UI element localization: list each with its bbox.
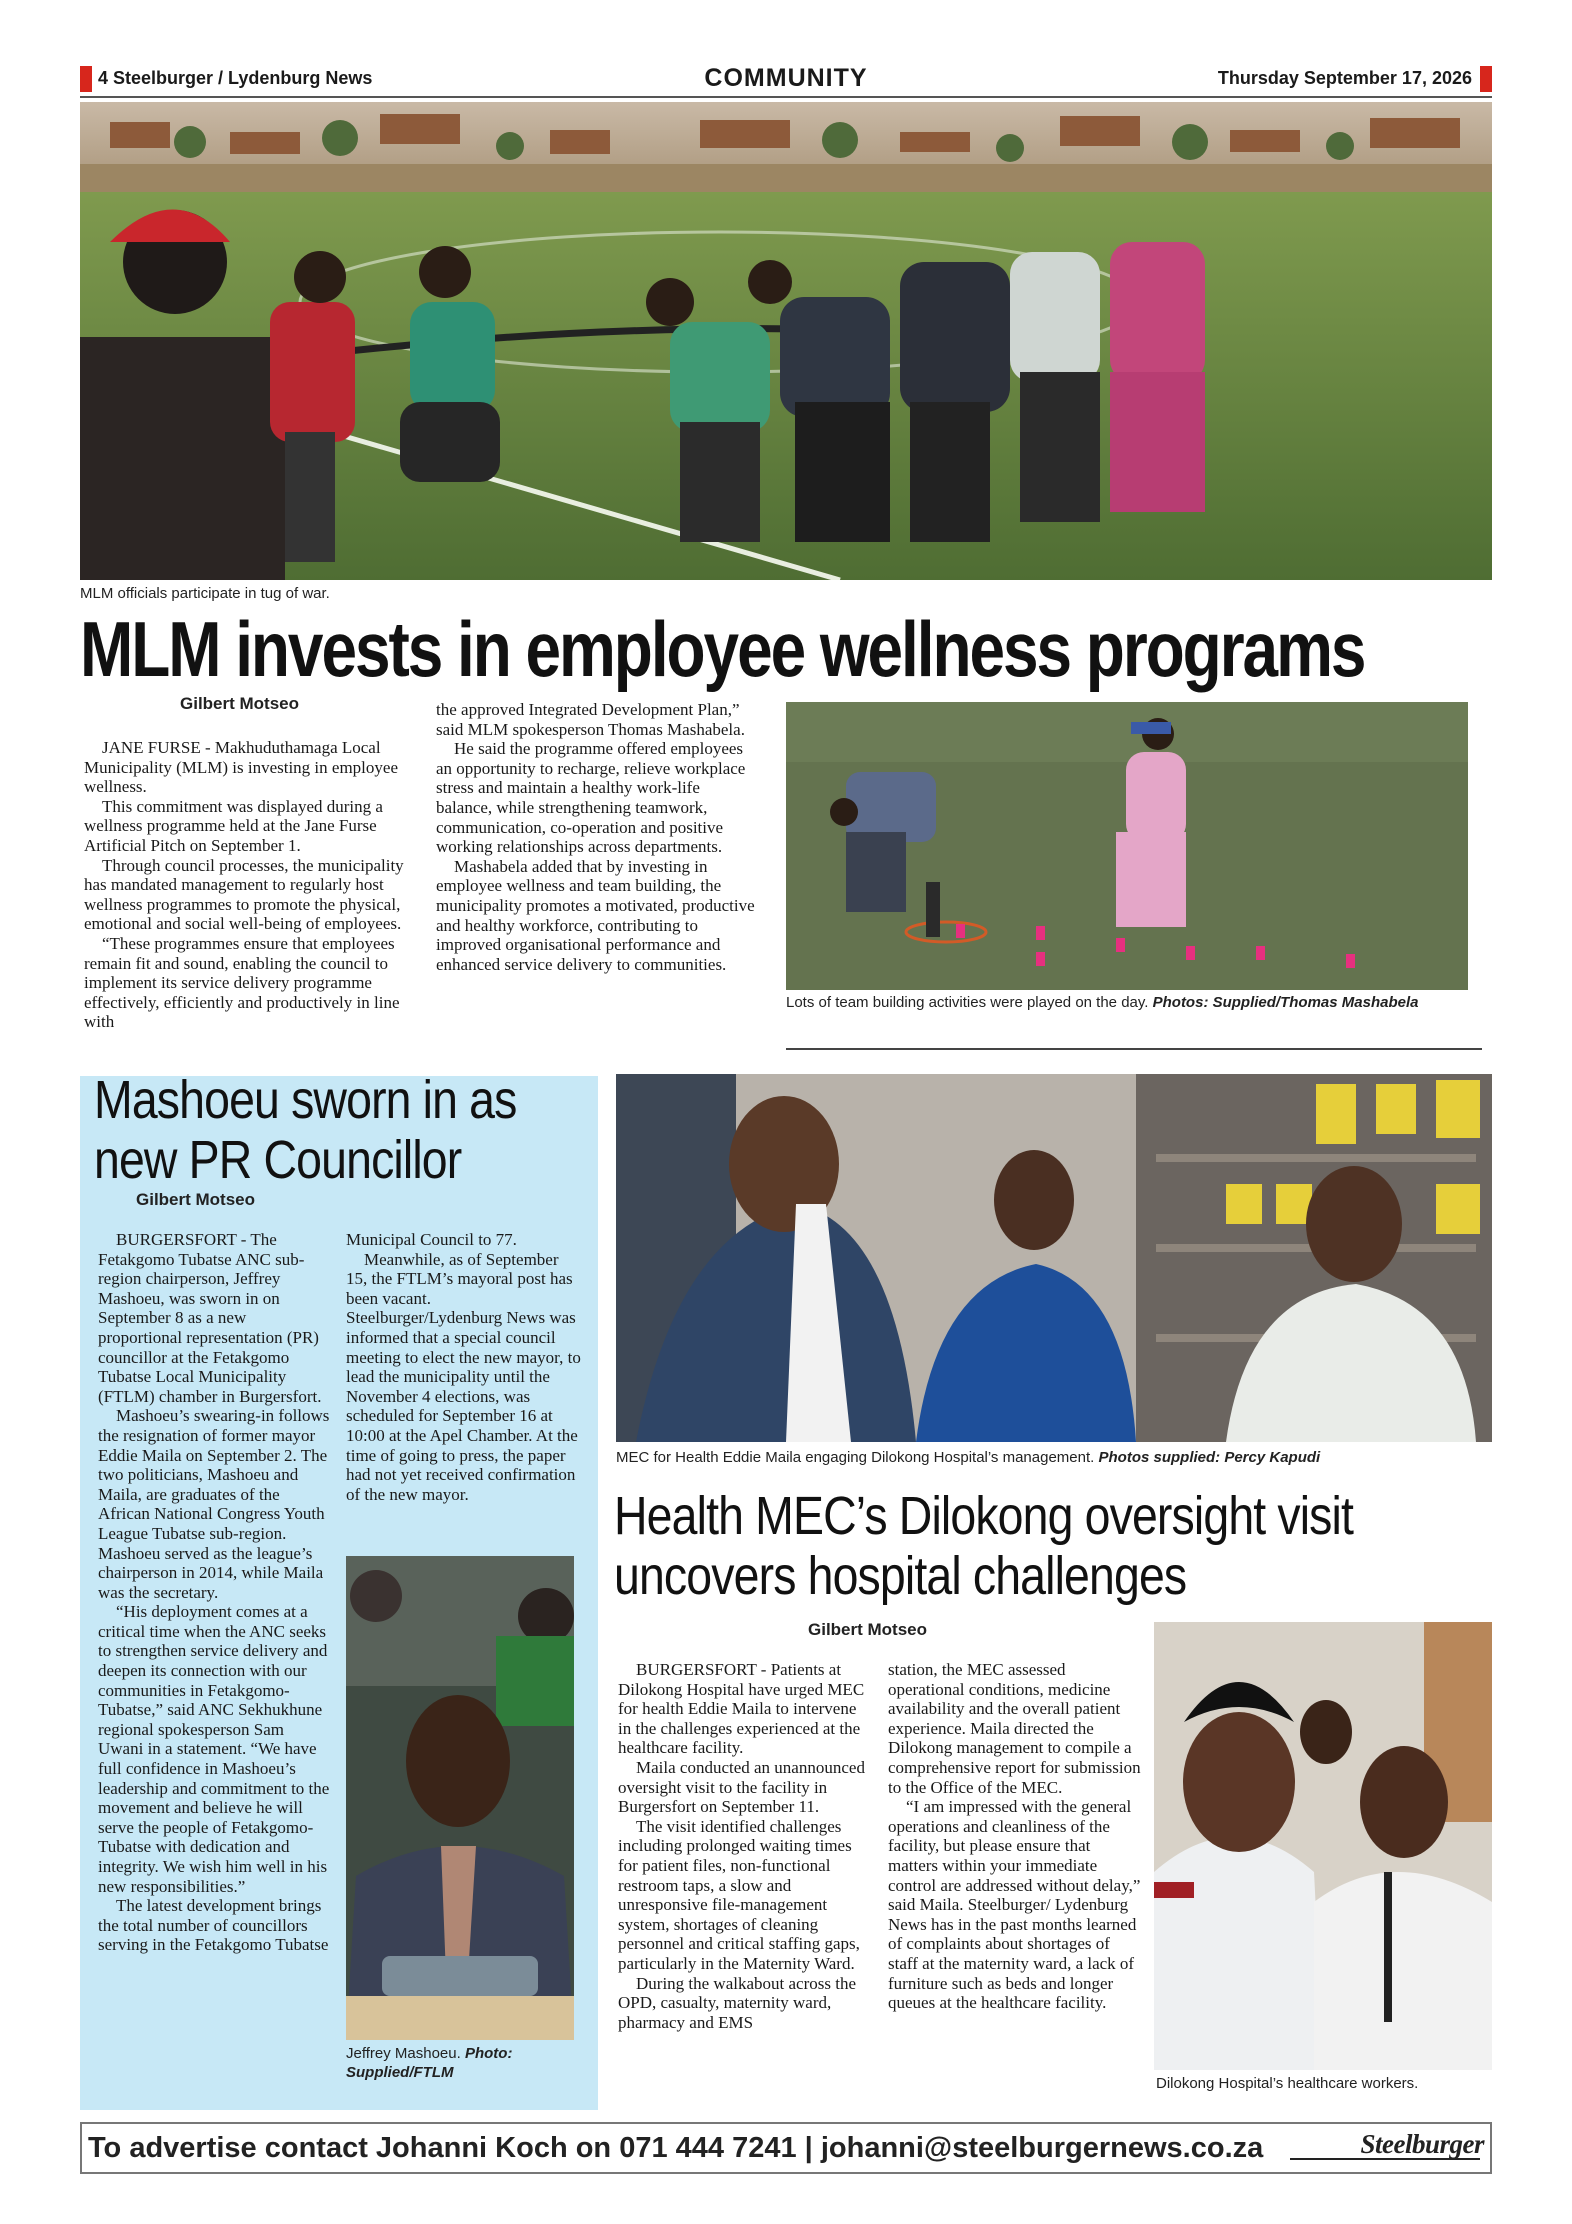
story1-paragraph: “These programmes ensure that employees remain fit and sound, enabling the council to implement its service delivery programme effectively, efficiently and productively in line with <box>84 933 400 1032</box>
story3-byline: Gilbert Motseo <box>808 1620 928 1639</box>
team-building-caption-text: Lots of team building activities were played on the day. <box>786 994 1149 1011</box>
story1-byline: Gilbert Motseo <box>180 694 300 713</box>
issue-date: Thursday September 17, 2026 <box>1217 68 1472 88</box>
advert-contact-text: To advertise contact Johanni Koch on 071 444 7241 | johanni@steelburgernews.co.za <box>88 2132 1264 2164</box>
page-header <box>80 64 1492 96</box>
header-red-bar-right <box>1480 66 1492 92</box>
page-label: 4 Steelburger / Lydenburg News <box>98 68 373 88</box>
story2-paragraph: Mashoeu’s swearing-in follows the resignation of former mayor Eddie Maila on September 2. The two politicians, Mashoeu and Maila, are graduates of the African National Congress Youth League Tubatse sub-region. Mashoeu served as the league’s chairperson in 2014, while Maila was the secretary. <box>98 1406 330 1602</box>
story3-paragraph: BURGERSFORT - Patients at Dilokong Hospital have urged MEC for health Eddie Maila to intervene in the challenges experienced at the healthcare facility. <box>618 1660 865 1758</box>
tug-of-war-caption: MLM officials participate in tug of war. <box>80 585 330 602</box>
story3-paragraph: During the walkabout across the OPD, casualty, maternity ward, pharmacy and EMS <box>618 1973 856 2032</box>
story3-headline-line2: uncovers hospital challenges <box>614 1546 1187 1606</box>
story3-paragraph: station, the MEC assessed operational conditions, medicine availability and the overall patient experience. Maila directed the Dilokong management to compile a comprehensive report for submission to the Office of the MEC. <box>888 1660 1141 1797</box>
mashoeu-photo <box>346 1556 574 2040</box>
story1-paragraph: Mashabela added that by investing in employee wellness and team building, the municipality promotes a motivated, productive and healthy workforce, contributing to improved organisational performance and enhanced service delivery to communities. <box>436 856 755 974</box>
story1-divider <box>786 1048 1482 1050</box>
team-building-credit: Photos: Supplied/Thomas Mashabela <box>1152 994 1419 1011</box>
logo-underline <box>1290 2158 1480 2166</box>
story3-headline-line1: Health MEC’s Dilokong oversight visit <box>614 1486 1354 1546</box>
advert-footer <box>80 2122 1492 2174</box>
mashoeu-caption-text: Jeffrey Mashoeu. <box>346 2045 461 2062</box>
mashoeu-caption <box>346 2044 582 2082</box>
story1-paragraph: This commitment was displayed during a wellness programme held at the Jane Furse Artificial Pitch on September 1. <box>84 796 383 855</box>
story1-paragraph: JANE FURSE - Makhuduthamaga Local Municipality (MLM) is investing in employee wellness. <box>84 738 398 797</box>
story2-paragraph: BURGERSFORT - The Fetakgomo Tubatse ANC sub-region chairperson, Jeffrey Mashoeu, was sworn in on September 8 as a new proportional representation (PR) councillor at the Fetakgomo Tubatse Local Municipality (FTLM) chamber in Burgersfort. <box>98 1230 322 1406</box>
story3-paragraph: Maila conducted an unannounced oversight visit to the facility in Burgersfort on September 11. <box>618 1757 865 1817</box>
story2-paragraph: Meanwhile, as of September 15, the FTLM’s mayoral post has been vacant. Steelburger/Lydenburg News was informed that a special council meeting to elect the new mayor, to lead the municipality until the November 4 elections, was scheduled for September 16 at 10:00 at the Apel Chamber. At the time of going to press, the paper had not yet received confirmation of the new mayor. <box>346 1249 581 1504</box>
tug-of-war-photo <box>80 102 1492 580</box>
healthcare-workers-caption: Dilokong Hospital’s healthcare workers. <box>1156 2075 1419 2092</box>
mec-hospital-photo <box>616 1074 1492 1442</box>
story2-headline <box>94 1070 576 1190</box>
story2-byline: Gilbert Motseo <box>136 1190 256 1209</box>
mec-caption-text: MEC for Health Eddie Maila engaging Dilokong Hospital’s management. <box>616 1449 1095 1466</box>
story3-column-1 <box>618 1660 868 2032</box>
logo-text: Steelburger <box>1360 2129 1484 2159</box>
mec-photo-credit: Photos supplied: Percy Kapudi <box>1098 1449 1321 1466</box>
story1-paragraph: Through council processes, the municipality has mandated management to regularly host wellness programmes to promote the physical, emotional and social well-being of employees. <box>84 855 404 934</box>
story1-paragraph: He said the programme offered employees an opportunity to recharge, relieve workplace stress and maintain a healthy work-life balance, while strengthening teamwork, communication, co-operation and positive working relationships across departments. <box>436 739 746 857</box>
story3-paragraph: “I am impressed with the general operations and cleanliness of the facility, but please ensure that matters within your immediate control are addressed without delay,” said Maila. Steelburger/ Lydenburg News has in the past months learned of complaints about shortages of staff at the maternity ward, a lack of furniture such as beds and longer queues at the healthcare facility. <box>888 1797 1141 2013</box>
mashoeu-photo-credit: Photo: Supplied/FTLM <box>346 2045 513 2081</box>
section-title: COMMUNITY <box>704 64 868 92</box>
story2-paragraph: “His deployment comes at a critical time when the ANC seeks to strengthen service delivery and deepen its connection with our communities in Fetakgomo-Tubatse,” said ANC Sekhukhune regional spokesperson Sam Uwani in a statement. “We have full confidence in Mashoeu’s leadership and commitment to the movement and believe he will serve the people of Fetakgomo-Tubatse with dedication and integrity. We wish him well in his new responsibilities.” <box>98 1602 330 1896</box>
team-building-caption <box>786 993 1468 1012</box>
story2-headline-line2: new PR Councillor <box>94 1130 462 1190</box>
team-building-photo <box>786 702 1468 990</box>
story1-column-1 <box>84 738 404 1032</box>
story2-headline-line1: Mashoeu sworn in as <box>94 1070 517 1130</box>
story3-headline <box>614 1486 1388 1606</box>
steelburger-logo <box>1284 2129 1484 2167</box>
story2-paragraph: The latest development brings the total number of councillors serving in the Fetakgomo Tubatse <box>98 1896 329 1955</box>
healthcare-workers-photo <box>1154 1622 1492 2070</box>
story2-column-1 <box>98 1230 330 1955</box>
story3-column-2 <box>888 1660 1142 2013</box>
story2-column-2 <box>346 1230 582 1504</box>
story3-paragraph: The visit identified challenges including prolonged waiting times for patient files, non-functional restroom taps, a slow and unresponsive file-management system, shortages of cleaning personnel and critical staffing gaps, particularly in the Maternity Ward. <box>618 1816 860 1973</box>
story1-paragraph: the approved Integrated Development Plan,” said MLM spokesperson Thomas Mashabela. <box>436 700 745 739</box>
story1-column-2 <box>436 700 756 974</box>
story1-headline: MLM invests in employee wellness programs <box>80 605 1365 693</box>
story2-paragraph: Municipal Council to 77. <box>346 1230 517 1249</box>
mec-caption <box>616 1448 1492 1467</box>
header-rule <box>80 96 1492 98</box>
